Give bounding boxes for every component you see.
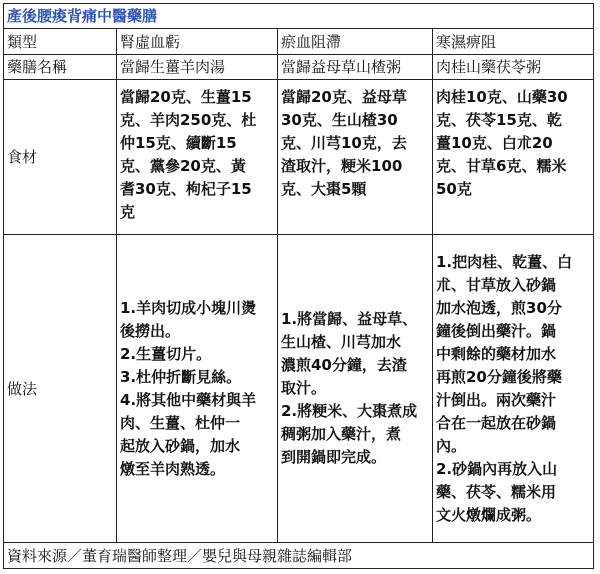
method-blood — [278, 235, 433, 543]
dish-name-label: 藥膳名稱 — [4, 54, 117, 79]
text-line: 仲15克、續斷15 — [120, 134, 237, 153]
method-cold — [433, 235, 594, 543]
text-line: 克、大棗5顆 — [281, 180, 367, 199]
header-kidney-deficiency: 腎虛血虧 — [117, 29, 278, 54]
text-line: 1.將當歸、益母草、 — [281, 310, 418, 329]
text-line: 克 — [120, 203, 136, 222]
ingredients-row — [4, 80, 594, 235]
text-line: 起放入砂鍋，加水 — [120, 436, 241, 455]
text-line: 肉、生薑、杜仲一 — [120, 413, 241, 432]
text-line: 30克、生山楂30 — [281, 111, 398, 130]
text-line: 後撈出。 — [120, 321, 181, 340]
text-line: 2.將粳米、大棗煮成 — [281, 402, 418, 421]
text-line: 稠粥加入藥汁，煮 — [281, 425, 402, 444]
text-line: 汁倒出。兩次藥汁 — [436, 390, 557, 409]
text-line: 克、川芎10克，去 — [281, 134, 407, 153]
text-line: 燉至羊肉熟透。 — [120, 459, 226, 478]
text-line: 濃煎40分鐘，去渣 — [281, 356, 407, 375]
text-line: 克、羊肉250克、杜 — [120, 111, 257, 130]
text-line: 2.砂鍋內再放入山 — [436, 459, 558, 478]
header-type: 類型 — [4, 29, 117, 54]
dish-name-row — [4, 54, 594, 79]
ingredients-kidney — [117, 80, 278, 235]
header-row — [4, 29, 594, 54]
text-line: 4.將其他中藥材與羊 — [120, 390, 257, 409]
ingredients-cold — [433, 80, 594, 235]
text-line: 到開鍋即完成。 — [281, 448, 387, 467]
text-line: 克、黨參20克、黃 — [120, 157, 246, 176]
dish-name-blood: 當歸益母草山楂粥 — [278, 54, 433, 79]
text-line: 內。 — [436, 436, 467, 455]
dish-name-cold: 肉桂山藥茯苓粥 — [433, 54, 594, 79]
method-label: 做法 — [4, 235, 117, 543]
text-line: 肉桂10克、山藥30 — [436, 88, 568, 107]
text-line: 當歸20克、益母草 — [281, 88, 407, 107]
dish-name-kidney: 當歸生薑羊肉湯 — [117, 54, 278, 79]
text-line: 鐘後倒出藥汁。鍋 — [436, 321, 557, 340]
text-line: 中剩餘的藥材加水 — [436, 344, 557, 363]
text-line: 1.把肉桂、乾薑、白 — [436, 252, 573, 271]
text-line: 薑10克、白朮20 — [436, 134, 553, 153]
text-line: 藥、茯苓、糯米用 — [436, 482, 557, 501]
text-line: 加水泡透，煎30分 — [436, 298, 562, 317]
text-line: 當歸20克、生薑15 — [120, 88, 252, 107]
text-line: 再煎20分鐘後將藥 — [436, 367, 562, 386]
header-cold-damp: 寒濕痹阻 — [433, 29, 594, 54]
method-row — [4, 235, 594, 543]
footer-row — [4, 543, 594, 569]
text-line: 克、甘草6克、糯米 — [436, 157, 567, 176]
text-line: 50克 — [436, 180, 472, 199]
ingredients-label: 食材 — [4, 80, 117, 235]
text-line: 合在一起放在砂鍋 — [436, 413, 557, 432]
text-line: 生山楂、川芎加水 — [281, 333, 402, 352]
text-line: 文火燉爛成粥。 — [436, 505, 542, 524]
ingredients-blood — [278, 80, 433, 235]
text-line: 3.杜仲折斷見絲。 — [120, 367, 242, 386]
text-line: 2.生薑切片。 — [120, 344, 212, 363]
source-credit: 資料來源／董育瑞醫師整理／嬰兒與母親雜誌編輯部 — [4, 543, 594, 569]
text-line: 渣取汁，粳米100 — [281, 157, 403, 176]
method-kidney — [117, 235, 278, 543]
text-line: 朮、甘草放入砂鍋 — [436, 275, 557, 294]
herbal-diet-table — [3, 3, 594, 569]
table-title: 產後腰痠背痛中醫藥膳 — [4, 4, 594, 29]
header-blood-stasis: 瘀血阻滯 — [278, 29, 433, 54]
text-line: 取汁。 — [281, 379, 327, 398]
text-line: 1.羊肉切成小塊川燙 — [120, 298, 257, 317]
text-line: 克、茯苓15克、乾 — [436, 111, 562, 130]
title-row — [4, 4, 594, 29]
text-line: 耆30克、枸杞子15 — [120, 180, 252, 199]
